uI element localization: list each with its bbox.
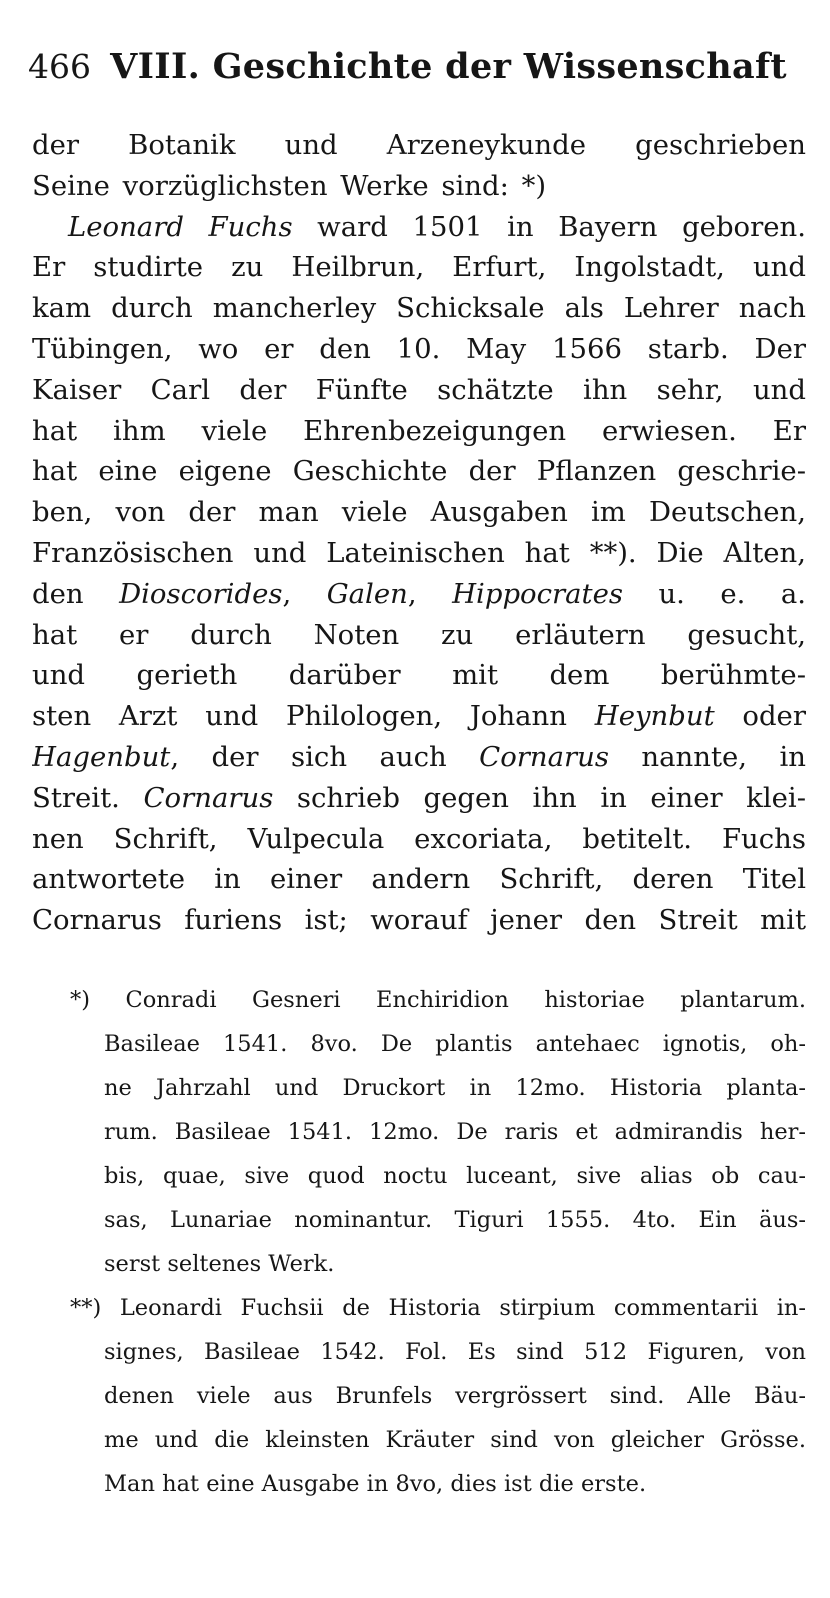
text-line: antwortete in einer andern Schrift, deren Titel (32, 863, 806, 896)
footnote-line: serst seltenes Werk. (104, 1251, 335, 1277)
text-line: Kaiser Carl der Fünfte schätzte ihn sehr, und (32, 373, 806, 406)
text-line: Er studirte zu Heilbrun, Erfurt, Ingolstadt, und (32, 251, 806, 284)
footnote-line: signes, Basileae 1542. Fol. Es sind 512 Figuren, von (104, 1339, 806, 1365)
text-line: kam durch mancherley Schicksale als Lehrer nach (32, 292, 806, 325)
text-line: nen Schrift, Vulpecula excoriata, betitelt. Fuchs (32, 822, 806, 855)
page-number: 466 (28, 47, 91, 86)
footnote-line: ne Jahrzahl und Druckort in 12mo. Historia planta- (104, 1075, 806, 1101)
page-title: VIII. Geschichte der Wissenschaft (110, 46, 787, 87)
person-name: Cornarus (143, 781, 274, 814)
body-text (32, 125, 806, 941)
text-line: ben, von der man viele Ausgaben im Deutschen, (32, 496, 806, 529)
footnote-line: me und die kleinsten Kräuter sind von gleicher Grösse. (104, 1427, 806, 1453)
text-line: sten Arzt und Philologen, Johann Heynbut oder (32, 700, 806, 733)
footnote-line: *) Conradi Gesneri Enchiridion historiae plantarum. (70, 987, 806, 1013)
person-name: Galen (326, 577, 408, 610)
text-line: hat er durch Noten zu erläutern gesucht, (32, 618, 806, 651)
footnotes (70, 978, 806, 1506)
person-name: Cornarus (479, 740, 609, 773)
footnote-1 (70, 978, 806, 1286)
running-header (28, 42, 808, 92)
text-line: den Dioscorides, Galen, Hippocrates u. e. a. (32, 577, 806, 610)
footnote-line: **) Leonardi Fuchsii de Historia stirpium commentarii in- (70, 1295, 806, 1321)
person-name: Hippocrates (452, 577, 623, 610)
footnote-line: sas, Lunariae nominantur. Tiguri 1555. 4to. Ein äus- (104, 1207, 806, 1233)
person-name: Leonard Fuchs (68, 210, 293, 243)
footnote-2 (70, 1286, 806, 1506)
text-line: Hagenbut, der sich auch Cornarus nannte, in (32, 740, 806, 773)
text-line: hat eine eigene Geschichte der Pflanzen geschrie- (32, 455, 806, 488)
text-line: und gerieth darüber mit dem berühmte- (32, 659, 806, 692)
footnote-line: rum. Basileae 1541. 12mo. De raris et admirandis her- (104, 1119, 806, 1145)
text-line: der Botanik und Arzeneykunde geschrieben (32, 129, 806, 161)
text-line: Streit. Cornarus schrieb gegen ihn in einer klei- (32, 781, 806, 814)
person-name: Heynbut (594, 700, 715, 733)
footnote-line: bis, quae, sive quod noctu luceant, sive alias ob cau- (104, 1163, 806, 1189)
text-line: Seine vorzüglichsten Werke sind: *) (32, 169, 547, 202)
text-line: Tübingen, wo er den 10. May 1566 starb. Der (32, 332, 806, 365)
footnote-line: denen viele aus Brunfels vergrössert sind. Alle Bäu- (104, 1383, 806, 1409)
text-line: Cornarus furiens ist; worauf jener den Streit mit (32, 904, 806, 937)
footnote-line: Basileae 1541. 8vo. De plantis antehaec ignotis, oh- (104, 1031, 806, 1057)
footnote-line: Man hat eine Ausgabe in 8vo, dies ist die erste. (104, 1471, 647, 1497)
person-name: Dioscorides (119, 577, 283, 610)
person-name: Hagenbut (32, 740, 171, 773)
text-line: Leonard Fuchs ward 1501 in Bayern geboren. (68, 210, 806, 243)
text-line: hat ihm viele Ehrenbezeigungen erwiesen. Er (32, 414, 806, 447)
text-line: Französischen und Lateinischen hat **). Die Alten, (32, 536, 806, 569)
